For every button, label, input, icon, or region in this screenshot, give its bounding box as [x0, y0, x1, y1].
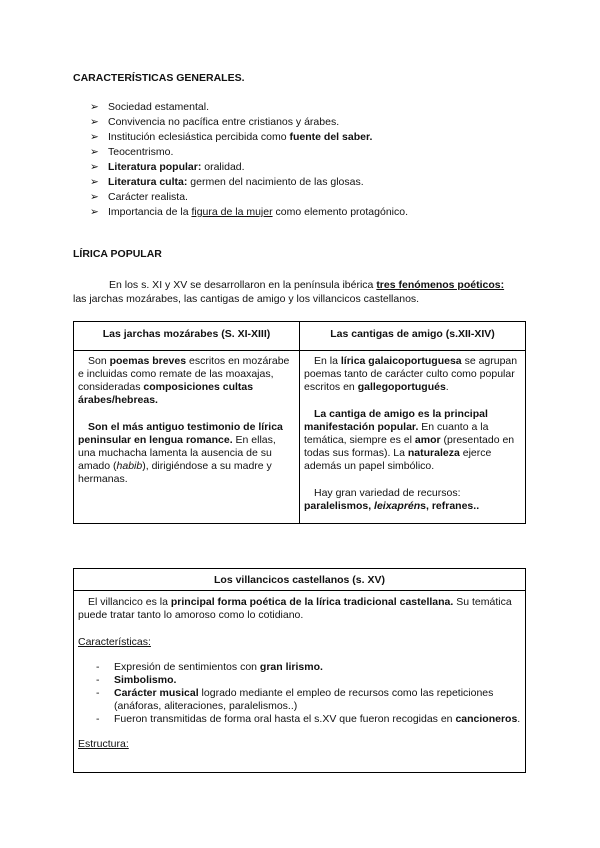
- list-item: ➢ Literatura popular: oralidad.: [90, 161, 245, 173]
- list-item: ➢ Teocentrismo.: [90, 146, 174, 158]
- villancicos-list: [78, 661, 521, 726]
- table-header-villancicos: Los villancicos castellanos (s. XV): [74, 569, 525, 591]
- arrow-bullet-icon: ➢: [90, 191, 99, 203]
- arrow-bullet-icon: ➢: [90, 116, 99, 128]
- estructura-label: Estructura:: [78, 738, 129, 750]
- characteristics-list: [90, 100, 550, 220]
- arrow-bullet-icon: ➢: [90, 176, 99, 188]
- table-header-jarchas: Las jarchas mozárabes (S. XI-XIII): [74, 322, 300, 351]
- list-item: - Simbolismo.: [96, 674, 177, 686]
- list-item: ➢ Convivencia no pacífica entre cristianos y árabes.: [90, 116, 340, 128]
- list-item: ➢ Institución eclesiástica percibida como fuente del saber.: [90, 131, 373, 143]
- table-cell-jarchas: Son poemas breves escritos en mozárabe e incluidas como remate de las moaxajas, consideradas composiciones cultas árabes/hebreas. Son el más antiguo testimonio de lírica peninsular en lengua romance. En ellas, una muchacha lamenta la ausencia de su amado (habib), dirigiéndose a su madre y hermanas.: [74, 351, 300, 524]
- list-item: ➢ Carácter realista.: [90, 191, 188, 203]
- list-item: - Carácter musical logrado mediante el empleo de recursos como las repeticiones (anáforas, aliteraciones, paralelismos..): [96, 687, 494, 712]
- arrow-bullet-icon: ➢: [90, 131, 99, 143]
- intro-paragraph: En los s. XI y XV se desarrollaron en la península ibérica tres fenómenos poéticos: las jarchas mozárabes, las cantigas de amigo y los villancicos castellanos.: [73, 279, 505, 305]
- list-item: ➢ Sociedad estamental.: [90, 101, 209, 113]
- list-item: - Fueron transmitidas de forma oral hasta el s.XV que fueron recogidas en cancioneros.: [96, 713, 521, 725]
- table-cell-cantigas: En la lírica galaicoportuguesa se agrupan poemas tanto de carácter culto como popular escritos en gallegoportugués. La cantiga de amigo es la principal manifestación popular. En cuanto a la temática, siempre es el amor (presentado en todas sus formas). La naturaleza ejerce además un papel simbólico. Hay gran variedad de recursos: paralelismos, leixapréns, refranes..: [300, 351, 526, 524]
- list-item: ➢ Importancia de la figura de la mujer como elemento protagónico.: [90, 206, 409, 218]
- list-item: ➢ Literatura culta: germen del nacimiento de las glosas.: [90, 176, 364, 188]
- arrow-bullet-icon: ➢: [90, 206, 99, 218]
- table-header-cantigas: Las cantigas de amigo (s.XII-XIV): [300, 322, 526, 351]
- arrow-bullet-icon: ➢: [90, 146, 99, 158]
- section-title-lirica-popular: LÍRICA POPULAR: [73, 248, 162, 260]
- villancicos-box: [73, 568, 526, 773]
- arrow-bullet-icon: ➢: [90, 101, 99, 113]
- jarchas-cantigas-table: [73, 321, 526, 524]
- section-title-caracteristicas: CARACTERÍSTICAS GENERALES.: [73, 72, 245, 84]
- villancicos-body: El villancico es la principal forma poética de la lírica tradicional castellana. Su temática puede tratar tanto lo amoroso como lo cotidiano. Características: - Expresión de sentimientos con gran lirismo. - Simbolismo. - Carácter musical logrado mediante el empleo de recursos como las repeticiones (anáforas, aliteraciones, paralelismos..) - Fueron transmitidas de forma oral hasta el s.XV que fueron recogidas en cancioneros. Estructura:: [78, 596, 521, 750]
- caracteristicas-label: Características:: [78, 636, 151, 648]
- arrow-bullet-icon: ➢: [90, 161, 99, 173]
- list-item: - Expresión de sentimientos con gran lirismo.: [96, 661, 323, 673]
